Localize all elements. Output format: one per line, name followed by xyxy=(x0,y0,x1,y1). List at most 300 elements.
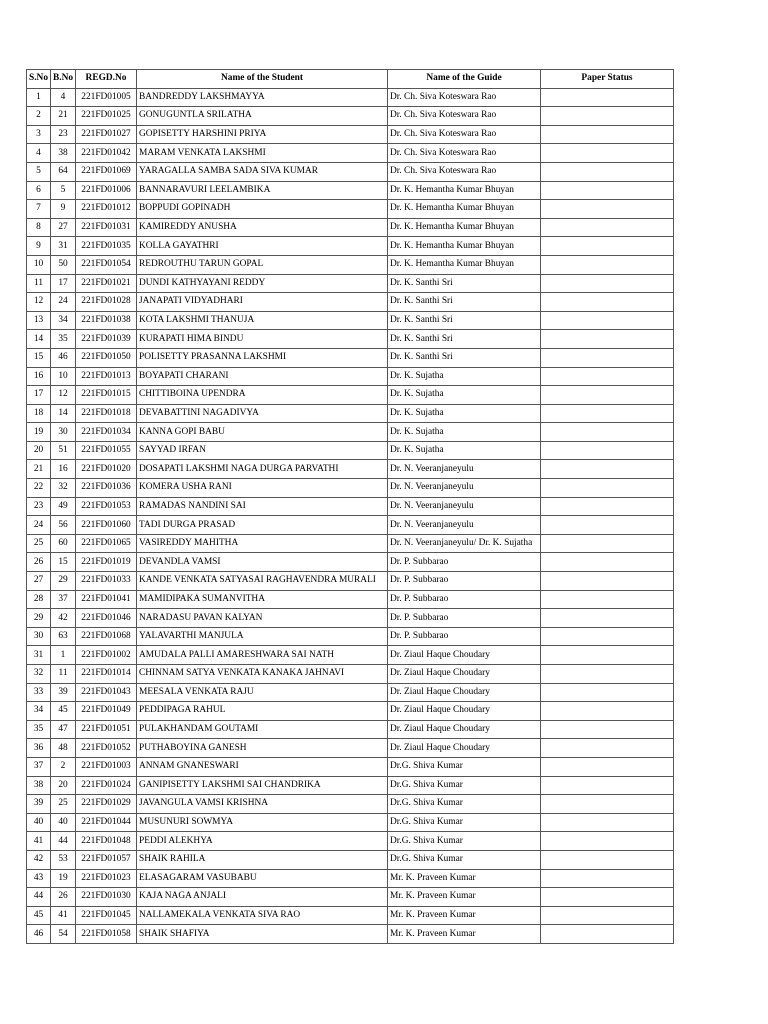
cell-paper-status xyxy=(541,553,674,572)
cell-guide-name: Dr.G. Shiva Kumar xyxy=(388,832,541,851)
cell-bno: 5 xyxy=(51,181,76,200)
cell-sno: 2 xyxy=(27,107,51,126)
cell-bno: 44 xyxy=(51,832,76,851)
cell-sno: 28 xyxy=(27,590,51,609)
cell-paper-status xyxy=(541,274,674,293)
cell-regd-no: 221FD01035 xyxy=(76,237,137,256)
cell-paper-status xyxy=(541,832,674,851)
cell-paper-status xyxy=(541,590,674,609)
cell-sno: 12 xyxy=(27,293,51,312)
cell-guide-name: Dr. P. Subbarao xyxy=(388,590,541,609)
table-row xyxy=(27,441,674,460)
cell-sno: 34 xyxy=(27,702,51,721)
cell-student-name: MEESALA VENKATA RAJU xyxy=(137,683,388,702)
cell-regd-no: 221FD01031 xyxy=(76,218,137,237)
table-row xyxy=(27,218,674,237)
cell-bno: 45 xyxy=(51,702,76,721)
cell-paper-status xyxy=(541,200,674,219)
cell-sno: 17 xyxy=(27,386,51,405)
cell-bno: 16 xyxy=(51,460,76,479)
cell-bno: 56 xyxy=(51,516,76,535)
cell-sno: 38 xyxy=(27,776,51,795)
cell-sno: 43 xyxy=(27,869,51,888)
cell-student-name: RAMADAS NANDINI SAI xyxy=(137,497,388,516)
cell-student-name: POLISETTY PRASANNA LAKSHMI xyxy=(137,348,388,367)
cell-student-name: NARADASU PAVAN KALYAN xyxy=(137,609,388,628)
cell-sno: 23 xyxy=(27,497,51,516)
cell-sno: 20 xyxy=(27,441,51,460)
header-sno: S.No xyxy=(27,70,51,89)
table-row xyxy=(27,479,674,498)
cell-guide-name: Dr. P. Subbarao xyxy=(388,627,541,646)
cell-student-name: PEDDI ALEKHYA xyxy=(137,832,388,851)
table-row xyxy=(27,404,674,423)
cell-bno: 25 xyxy=(51,795,76,814)
cell-regd-no: 221FD01034 xyxy=(76,423,137,442)
cell-regd-no: 221FD01049 xyxy=(76,702,137,721)
cell-bno: 42 xyxy=(51,609,76,628)
cell-sno: 21 xyxy=(27,460,51,479)
cell-paper-status xyxy=(541,888,674,907)
cell-guide-name: Dr. K. Santhi Sri xyxy=(388,330,541,349)
cell-bno: 41 xyxy=(51,906,76,925)
cell-regd-no: 221FD01020 xyxy=(76,460,137,479)
cell-paper-status xyxy=(541,367,674,386)
cell-student-name: VASIREDDY MAHITHA xyxy=(137,534,388,553)
cell-paper-status xyxy=(541,646,674,665)
cell-sno: 32 xyxy=(27,665,51,684)
cell-sno: 22 xyxy=(27,479,51,498)
cell-guide-name: Dr. N. Veeranjaneyulu xyxy=(388,479,541,498)
cell-student-name: GOPISETTY HARSHINI PRIYA xyxy=(137,125,388,144)
cell-bno: 31 xyxy=(51,237,76,256)
cell-paper-status xyxy=(541,534,674,553)
cell-guide-name: Dr. K. Sujatha xyxy=(388,367,541,386)
cell-regd-no: 221FD01038 xyxy=(76,311,137,330)
cell-guide-name: Dr. Ziaul Haque Choudary xyxy=(388,720,541,739)
cell-guide-name: Mr. K. Praveen Kumar xyxy=(388,888,541,907)
cell-sno: 5 xyxy=(27,162,51,181)
cell-bno: 21 xyxy=(51,107,76,126)
cell-sno: 14 xyxy=(27,330,51,349)
cell-bno: 37 xyxy=(51,590,76,609)
cell-sno: 35 xyxy=(27,720,51,739)
cell-sno: 24 xyxy=(27,516,51,535)
cell-guide-name: Mr. K. Praveen Kumar xyxy=(388,925,541,944)
cell-guide-name: Dr. K. Santhi Sri xyxy=(388,311,541,330)
cell-guide-name: Dr. N. Veeranjaneyulu xyxy=(388,516,541,535)
cell-guide-name: Dr. K. Hemantha Kumar Bhuyan xyxy=(388,255,541,274)
header-bno: B.No xyxy=(51,70,76,89)
cell-guide-name: Dr. Ch. Siva Koteswara Rao xyxy=(388,162,541,181)
header-regd-no: REGD.No xyxy=(76,70,137,89)
cell-sno: 37 xyxy=(27,757,51,776)
cell-paper-status xyxy=(541,906,674,925)
cell-student-name: YALAVARTHI MANJULA xyxy=(137,627,388,646)
table-row xyxy=(27,702,674,721)
cell-bno: 50 xyxy=(51,255,76,274)
cell-paper-status xyxy=(541,925,674,944)
cell-bno: 63 xyxy=(51,627,76,646)
cell-guide-name: Dr. Ziaul Haque Choudary xyxy=(388,683,541,702)
cell-student-name: BANNARAVURI LEELAMBIKA xyxy=(137,181,388,200)
cell-sno: 7 xyxy=(27,200,51,219)
cell-regd-no: 221FD01039 xyxy=(76,330,137,349)
cell-student-name: PEDDIPAGA RAHUL xyxy=(137,702,388,721)
cell-sno: 11 xyxy=(27,274,51,293)
table-row xyxy=(27,107,674,126)
cell-student-name: ELASAGARAM VASUBABU xyxy=(137,869,388,888)
cell-regd-no: 221FD01058 xyxy=(76,925,137,944)
cell-regd-no: 221FD01054 xyxy=(76,255,137,274)
table-row xyxy=(27,497,674,516)
cell-guide-name: Dr. Ch. Siva Koteswara Rao xyxy=(388,88,541,107)
cell-paper-status xyxy=(541,516,674,535)
cell-sno: 33 xyxy=(27,683,51,702)
cell-guide-name: Dr.G. Shiva Kumar xyxy=(388,776,541,795)
table-row xyxy=(27,832,674,851)
cell-guide-name: Dr. K. Hemantha Kumar Bhuyan xyxy=(388,218,541,237)
cell-sno: 4 xyxy=(27,144,51,163)
cell-regd-no: 221FD01069 xyxy=(76,162,137,181)
cell-bno: 15 xyxy=(51,553,76,572)
cell-paper-status xyxy=(541,441,674,460)
cell-regd-no: 221FD01041 xyxy=(76,590,137,609)
table-row xyxy=(27,200,674,219)
cell-paper-status xyxy=(541,107,674,126)
cell-regd-no: 221FD01060 xyxy=(76,516,137,535)
cell-student-name: MUSUNURI SOWMYA xyxy=(137,813,388,832)
cell-regd-no: 221FD01042 xyxy=(76,144,137,163)
cell-guide-name: Mr. K. Praveen Kumar xyxy=(388,869,541,888)
cell-guide-name: Dr. Ch. Siva Koteswara Rao xyxy=(388,125,541,144)
cell-paper-status xyxy=(541,255,674,274)
cell-bno: 53 xyxy=(51,850,76,869)
cell-bno: 17 xyxy=(51,274,76,293)
cell-bno: 30 xyxy=(51,423,76,442)
cell-bno: 64 xyxy=(51,162,76,181)
cell-paper-status xyxy=(541,88,674,107)
cell-guide-name: Dr. P. Subbarao xyxy=(388,572,541,591)
cell-regd-no: 221FD01068 xyxy=(76,627,137,646)
cell-bno: 39 xyxy=(51,683,76,702)
cell-bno: 1 xyxy=(51,646,76,665)
cell-sno: 9 xyxy=(27,237,51,256)
table-row xyxy=(27,665,674,684)
cell-regd-no: 221FD01006 xyxy=(76,181,137,200)
cell-sno: 3 xyxy=(27,125,51,144)
cell-paper-status xyxy=(541,237,674,256)
cell-paper-status xyxy=(541,739,674,758)
cell-bno: 2 xyxy=(51,757,76,776)
cell-paper-status xyxy=(541,460,674,479)
cell-student-name: KOMERA USHA RANI xyxy=(137,479,388,498)
cell-regd-no: 221FD01044 xyxy=(76,813,137,832)
cell-regd-no: 221FD01029 xyxy=(76,795,137,814)
cell-guide-name: Dr. K. Sujatha xyxy=(388,441,541,460)
table-row xyxy=(27,237,674,256)
cell-guide-name: Dr. K. Sujatha xyxy=(388,386,541,405)
cell-guide-name: Dr. Ziaul Haque Choudary xyxy=(388,739,541,758)
cell-student-name: JANAPATI VIDYADHARI xyxy=(137,293,388,312)
cell-student-name: PUTHABOYINA GANESH xyxy=(137,739,388,758)
cell-student-name: SHAIK SHAFIYA xyxy=(137,925,388,944)
table-row xyxy=(27,609,674,628)
cell-sno: 1 xyxy=(27,88,51,107)
cell-regd-no: 221FD01014 xyxy=(76,665,137,684)
cell-sno: 29 xyxy=(27,609,51,628)
table-row xyxy=(27,720,674,739)
cell-regd-no: 221FD01003 xyxy=(76,757,137,776)
cell-guide-name: Dr. Ziaul Haque Choudary xyxy=(388,646,541,665)
cell-sno: 8 xyxy=(27,218,51,237)
cell-guide-name: Dr. N. Veeranjaneyulu xyxy=(388,460,541,479)
cell-paper-status xyxy=(541,293,674,312)
cell-guide-name: Dr. Ch. Siva Koteswara Rao xyxy=(388,107,541,126)
cell-guide-name: Dr. K. Hemantha Kumar Bhuyan xyxy=(388,237,541,256)
table-row xyxy=(27,386,674,405)
cell-bno: 48 xyxy=(51,739,76,758)
cell-paper-status xyxy=(541,311,674,330)
table-row xyxy=(27,590,674,609)
cell-bno: 29 xyxy=(51,572,76,591)
cell-bno: 51 xyxy=(51,441,76,460)
cell-paper-status xyxy=(541,423,674,442)
cell-bno: 19 xyxy=(51,869,76,888)
cell-student-name: YARAGALLA SAMBA SADA SIVA KUMAR xyxy=(137,162,388,181)
table-header-row xyxy=(27,70,674,89)
cell-regd-no: 221FD01051 xyxy=(76,720,137,739)
cell-bno: 11 xyxy=(51,665,76,684)
cell-paper-status xyxy=(541,218,674,237)
table-row xyxy=(27,795,674,814)
cell-paper-status xyxy=(541,665,674,684)
cell-regd-no: 221FD01023 xyxy=(76,869,137,888)
cell-bno: 46 xyxy=(51,348,76,367)
cell-sno: 44 xyxy=(27,888,51,907)
cell-student-name: PULAKHANDAM GOUTAMI xyxy=(137,720,388,739)
cell-student-name: NALLAMEKALA VENKATA SIVA RAO xyxy=(137,906,388,925)
cell-student-name: DOSAPATI LAKSHMI NAGA DURGA PARVATHI xyxy=(137,460,388,479)
cell-sno: 40 xyxy=(27,813,51,832)
cell-sno: 27 xyxy=(27,572,51,591)
cell-bno: 4 xyxy=(51,88,76,107)
cell-regd-no: 221FD01025 xyxy=(76,107,137,126)
table-row xyxy=(27,162,674,181)
cell-paper-status xyxy=(541,850,674,869)
cell-guide-name: Dr. K. Santhi Sri xyxy=(388,274,541,293)
table-row xyxy=(27,423,674,442)
cell-guide-name: Mr. K. Praveen Kumar xyxy=(388,906,541,925)
table-body xyxy=(27,88,674,943)
table-row xyxy=(27,813,674,832)
student-guide-table xyxy=(26,69,674,944)
cell-regd-no: 221FD01021 xyxy=(76,274,137,293)
table-row xyxy=(27,367,674,386)
cell-sno: 42 xyxy=(27,850,51,869)
cell-bno: 60 xyxy=(51,534,76,553)
cell-guide-name: Dr. K. Santhi Sri xyxy=(388,348,541,367)
cell-regd-no: 221FD01053 xyxy=(76,497,137,516)
cell-paper-status xyxy=(541,813,674,832)
table-row xyxy=(27,627,674,646)
cell-bno: 35 xyxy=(51,330,76,349)
cell-bno: 49 xyxy=(51,497,76,516)
cell-student-name: SAYYAD IRFAN xyxy=(137,441,388,460)
cell-bno: 27 xyxy=(51,218,76,237)
table-row xyxy=(27,739,674,758)
cell-sno: 30 xyxy=(27,627,51,646)
cell-paper-status xyxy=(541,330,674,349)
cell-regd-no: 221FD01013 xyxy=(76,367,137,386)
cell-paper-status xyxy=(541,572,674,591)
cell-bno: 10 xyxy=(51,367,76,386)
table-row xyxy=(27,293,674,312)
cell-guide-name: Dr. Ch. Siva Koteswara Rao xyxy=(388,144,541,163)
cell-paper-status xyxy=(541,181,674,200)
table-row xyxy=(27,144,674,163)
table-row xyxy=(27,850,674,869)
cell-student-name: TADI DURGA PRASAD xyxy=(137,516,388,535)
cell-regd-no: 221FD01046 xyxy=(76,609,137,628)
cell-guide-name: Dr. K. Hemantha Kumar Bhuyan xyxy=(388,200,541,219)
cell-regd-no: 221FD01065 xyxy=(76,534,137,553)
cell-bno: 24 xyxy=(51,293,76,312)
cell-student-name: REDROUTHU TARUN GOPAL xyxy=(137,255,388,274)
cell-sno: 19 xyxy=(27,423,51,442)
cell-sno: 13 xyxy=(27,311,51,330)
cell-student-name: BANDREDDY LAKSHMAYYA xyxy=(137,88,388,107)
cell-bno: 40 xyxy=(51,813,76,832)
cell-paper-status xyxy=(541,386,674,405)
table-row xyxy=(27,311,674,330)
cell-paper-status xyxy=(541,497,674,516)
table-row xyxy=(27,125,674,144)
cell-guide-name: Dr. K. Sujatha xyxy=(388,404,541,423)
cell-bno: 47 xyxy=(51,720,76,739)
cell-paper-status xyxy=(541,348,674,367)
cell-guide-name: Dr. P. Subbarao xyxy=(388,609,541,628)
cell-guide-name: Dr.G. Shiva Kumar xyxy=(388,795,541,814)
cell-paper-status xyxy=(541,609,674,628)
table-row xyxy=(27,757,674,776)
cell-bno: 34 xyxy=(51,311,76,330)
table-row xyxy=(27,255,674,274)
cell-student-name: GONUGUNTLA SRILATHA xyxy=(137,107,388,126)
cell-guide-name: Dr.G. Shiva Kumar xyxy=(388,757,541,776)
header-paper-status: Paper Status xyxy=(541,70,674,89)
cell-bno: 20 xyxy=(51,776,76,795)
table-row xyxy=(27,925,674,944)
table-row xyxy=(27,683,674,702)
cell-sno: 25 xyxy=(27,534,51,553)
table-row xyxy=(27,348,674,367)
table-row xyxy=(27,181,674,200)
cell-bno: 23 xyxy=(51,125,76,144)
cell-paper-status xyxy=(541,776,674,795)
cell-student-name: KOTA LAKSHMI THANUJA xyxy=(137,311,388,330)
table-row xyxy=(27,906,674,925)
cell-paper-status xyxy=(541,627,674,646)
cell-student-name: BOYAPATI CHARANI xyxy=(137,367,388,386)
cell-guide-name: Dr.G. Shiva Kumar xyxy=(388,850,541,869)
cell-student-name: DEVABATTINI NAGADIVYA xyxy=(137,404,388,423)
cell-guide-name: Dr. K. Santhi Sri xyxy=(388,293,541,312)
cell-paper-status xyxy=(541,162,674,181)
cell-paper-status xyxy=(541,144,674,163)
cell-student-name: DUNDI KATHYAYANI REDDY xyxy=(137,274,388,293)
cell-student-name: DEVANDLA VAMSI xyxy=(137,553,388,572)
table-row xyxy=(27,88,674,107)
cell-bno: 14 xyxy=(51,404,76,423)
table-row xyxy=(27,460,674,479)
cell-student-name: GANIPISETTY LAKSHMI SAI CHANDRIKA xyxy=(137,776,388,795)
cell-paper-status xyxy=(541,757,674,776)
cell-student-name: KAMIREDDY ANUSHA xyxy=(137,218,388,237)
cell-student-name: AMUDALA PALLI AMARESHWARA SAI NATH xyxy=(137,646,388,665)
cell-student-name: CHINNAM SATYA VENKATA KANAKA JAHNAVI xyxy=(137,665,388,684)
cell-regd-no: 221FD01057 xyxy=(76,850,137,869)
cell-guide-name: Dr. N. Veeranjaneyulu xyxy=(388,497,541,516)
cell-sno: 45 xyxy=(27,906,51,925)
cell-guide-name: Dr. Ziaul Haque Choudary xyxy=(388,702,541,721)
cell-student-name: CHITTIBOINA UPENDRA xyxy=(137,386,388,405)
cell-paper-status xyxy=(541,795,674,814)
cell-regd-no: 221FD01052 xyxy=(76,739,137,758)
cell-regd-no: 221FD01027 xyxy=(76,125,137,144)
cell-regd-no: 221FD01018 xyxy=(76,404,137,423)
cell-guide-name: Dr. K. Sujatha xyxy=(388,423,541,442)
cell-sno: 39 xyxy=(27,795,51,814)
cell-guide-name: Dr. K. Hemantha Kumar Bhuyan xyxy=(388,181,541,200)
cell-student-name: KANNA GOPI BABU xyxy=(137,423,388,442)
cell-sno: 46 xyxy=(27,925,51,944)
cell-guide-name: Dr. N. Veeranjaneyulu/ Dr. K. Sujatha xyxy=(388,534,541,553)
cell-paper-status xyxy=(541,404,674,423)
table-row xyxy=(27,888,674,907)
cell-bno: 32 xyxy=(51,479,76,498)
cell-regd-no: 221FD01002 xyxy=(76,646,137,665)
cell-bno: 54 xyxy=(51,925,76,944)
cell-bno: 12 xyxy=(51,386,76,405)
cell-student-name: ANNAM GNANESWARI xyxy=(137,757,388,776)
cell-paper-status xyxy=(541,125,674,144)
cell-regd-no: 221FD01015 xyxy=(76,386,137,405)
cell-paper-status xyxy=(541,702,674,721)
header-guide-name: Name of the Guide xyxy=(388,70,541,89)
table-row xyxy=(27,330,674,349)
cell-student-name: BOPPUDI GOPINADH xyxy=(137,200,388,219)
cell-regd-no: 221FD01024 xyxy=(76,776,137,795)
table-row xyxy=(27,776,674,795)
cell-regd-no: 221FD01019 xyxy=(76,553,137,572)
cell-student-name: KANDE VENKATA SATYASAI RAGHAVENDRA MURALI xyxy=(137,572,388,591)
table-row xyxy=(27,646,674,665)
table-row xyxy=(27,553,674,572)
cell-guide-name: Dr. P. Subbarao xyxy=(388,553,541,572)
cell-sno: 10 xyxy=(27,255,51,274)
table-row xyxy=(27,869,674,888)
cell-regd-no: 221FD01050 xyxy=(76,348,137,367)
cell-sno: 16 xyxy=(27,367,51,386)
cell-bno: 26 xyxy=(51,888,76,907)
cell-student-name: KURAPATI HIMA BINDU xyxy=(137,330,388,349)
cell-sno: 41 xyxy=(27,832,51,851)
cell-student-name: KOLLA GAYATHRI xyxy=(137,237,388,256)
cell-regd-no: 221FD01036 xyxy=(76,479,137,498)
cell-student-name: JAVANGULA VAMSI KRISHNA xyxy=(137,795,388,814)
table-row xyxy=(27,572,674,591)
